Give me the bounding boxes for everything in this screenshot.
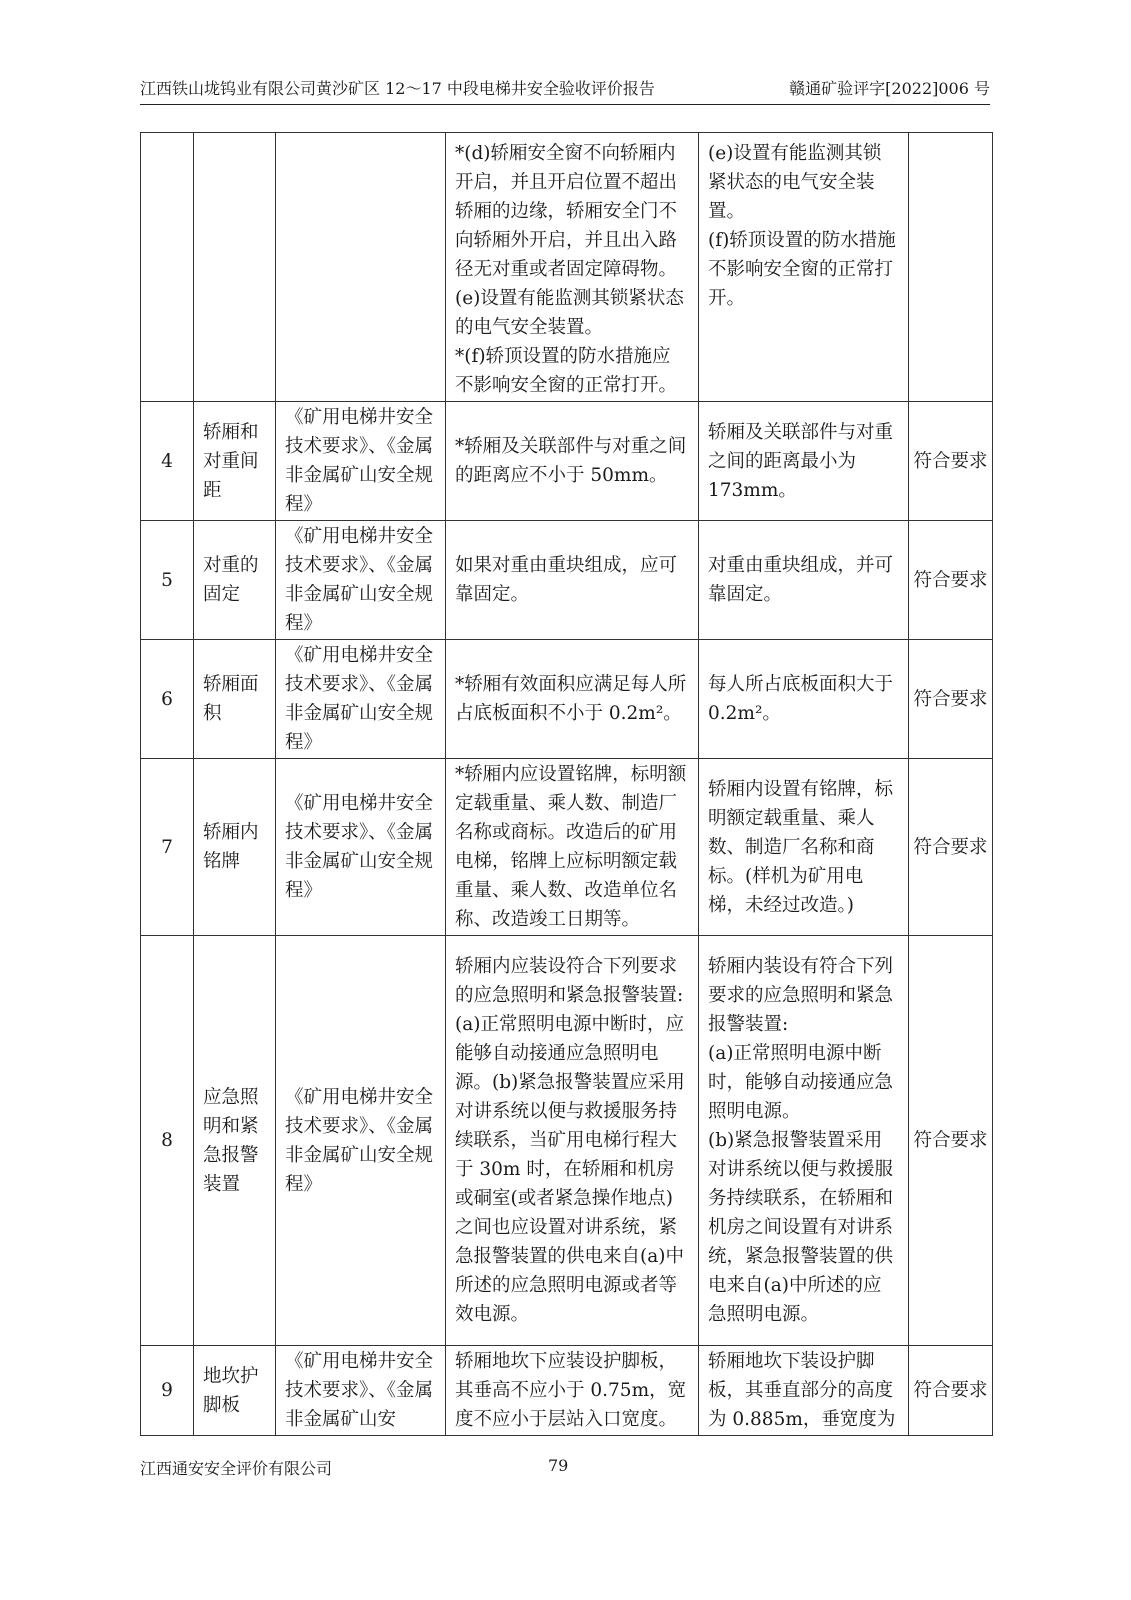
result: 符合要求: [909, 936, 993, 1346]
basis: 《矿用电梯井安全技术要求》、《金属非金属矿山安: [276, 1346, 446, 1436]
basis: 《矿用电梯井安全技术要求》、《金属非金属矿山安全规程》: [276, 521, 446, 640]
requirement: 轿厢地坎下应装设护脚板，其垂高不应小于 0.75m，宽度不应小于层站入口宽度。: [446, 1346, 699, 1436]
result: 符合要求: [909, 1346, 993, 1436]
footer-company: 江西通安安全评价有限公司: [140, 1459, 333, 1478]
basis: 《矿用电梯井安全技术要求》、《金属非金属矿山安全规程》: [276, 936, 446, 1346]
row-number: 7: [141, 759, 194, 936]
page-number: 79: [548, 1456, 569, 1475]
finding: 对重由重块组成，并可靠固定。: [699, 521, 909, 640]
requirement: 轿厢内应装设符合下列要求的应急照明和紧急报警装置: (a)正常照明电源中断时，应能够自动接通应急照明电源。(b)紧急报警装置应采用对讲系统以便与救援服务持续联系，当矿用电梯行程大于 30m 时，在轿厢和机房或硐室(或者紧急操作地点)之间也应设置对讲系统，紧急报警装置的供电来自(a)中所述的应急照明电源或者等效电源。: [446, 936, 699, 1346]
check-item: 地坎护脚板: [194, 1346, 276, 1436]
requirement: *轿厢及关联部件与对重之间的距离应不小于 50mm。: [446, 402, 699, 521]
result: 符合要求: [909, 759, 993, 936]
table-row: [141, 133, 993, 402]
basis: 《矿用电梯井安全技术要求》、《金属非金属矿山安全规程》: [276, 759, 446, 936]
row-number: [141, 133, 194, 402]
row-number: 6: [141, 640, 194, 759]
finding: 轿厢内设置有铭牌，标明额定载重量、乘人数、制造厂名称和商标。(样机为矿用电梯，未经过改造。): [699, 759, 909, 936]
result: 符合要求: [909, 640, 993, 759]
evaluation-table: [140, 132, 993, 1436]
finding: (e)设置有能监测其锁紧状态的电气安全装置。 (f)轿顶设置的防水措施不影响安全窗的正常打开。: [699, 133, 909, 402]
table-row: [141, 1346, 993, 1436]
check-item: 轿厢内铭牌: [194, 759, 276, 936]
table-row: [141, 936, 993, 1346]
finding: 每人所占底板面积大于 0.2m²。: [699, 640, 909, 759]
requirement: *轿厢有效面积应满足每人所占底板面积不小于 0.2m²。: [446, 640, 699, 759]
check-item: 应急照明和紧急报警装置: [194, 936, 276, 1346]
document-number: 赣通矿验评字[2022]006 号: [789, 79, 990, 98]
table-row: [141, 759, 993, 936]
finding: 轿厢内装设有符合下列要求的应急照明和紧急报警装置: (a)正常照明电源中断时，能够自动接通应急照明电源。 (b)紧急报警装置采用对讲系统以便与救援服务持续联系，在轿厢和机房之间设置有对讲系统，紧急报警装置的供电来自(a)中所述的应急照明电源。: [699, 936, 909, 1346]
check-item: [194, 133, 276, 402]
requirement: *轿厢内应设置铭牌，标明额定载重量、乘人数、制造厂名称或商标。改造后的矿用电梯，铭牌上应标明额定载重量、乘人数、改造单位名称、改造竣工日期等。: [446, 759, 699, 936]
row-number: 9: [141, 1346, 194, 1436]
row-number: 4: [141, 402, 194, 521]
table-row: [141, 640, 993, 759]
report-title: 江西铁山垅钨业有限公司黄沙矿区 12～17 中段电梯井安全验收评价报告: [140, 79, 655, 98]
result: [909, 133, 993, 402]
basis: 《矿用电梯井安全技术要求》、《金属非金属矿山安全规程》: [276, 640, 446, 759]
requirement: 如果对重由重块组成，应可靠固定。: [446, 521, 699, 640]
page-header: [140, 76, 990, 102]
check-item: 对重的固定: [194, 521, 276, 640]
result: 符合要求: [909, 521, 993, 640]
finding: 轿厢及关联部件与对重之间的距离最小为 173mm。: [699, 402, 909, 521]
check-item: 轿厢和对重间距: [194, 402, 276, 521]
finding: 轿厢地坎下装设护脚板，其垂直部分的高度为 0.885m，垂宽度为: [699, 1346, 909, 1436]
check-item: 轿厢面积: [194, 640, 276, 759]
row-number: 5: [141, 521, 194, 640]
result: 符合要求: [909, 402, 993, 521]
table-row: [141, 521, 993, 640]
basis: 《矿用电梯井安全技术要求》、《金属非金属矿山安全规程》: [276, 402, 446, 521]
requirement: *(d)轿厢安全窗不向轿厢内开启，并且开启位置不超出轿厢的边缘，轿厢安全门不向轿厢外开启，并且出入路径无对重或者固定障碍物。 (e)设置有能监测其锁紧状态的电气安全装置。 *(f)轿顶设置的防水措施应不影响安全窗的正常打开。: [446, 133, 699, 402]
basis: [276, 133, 446, 402]
row-number: 8: [141, 936, 194, 1346]
table-row: [141, 402, 993, 521]
header-rule: [140, 104, 990, 105]
